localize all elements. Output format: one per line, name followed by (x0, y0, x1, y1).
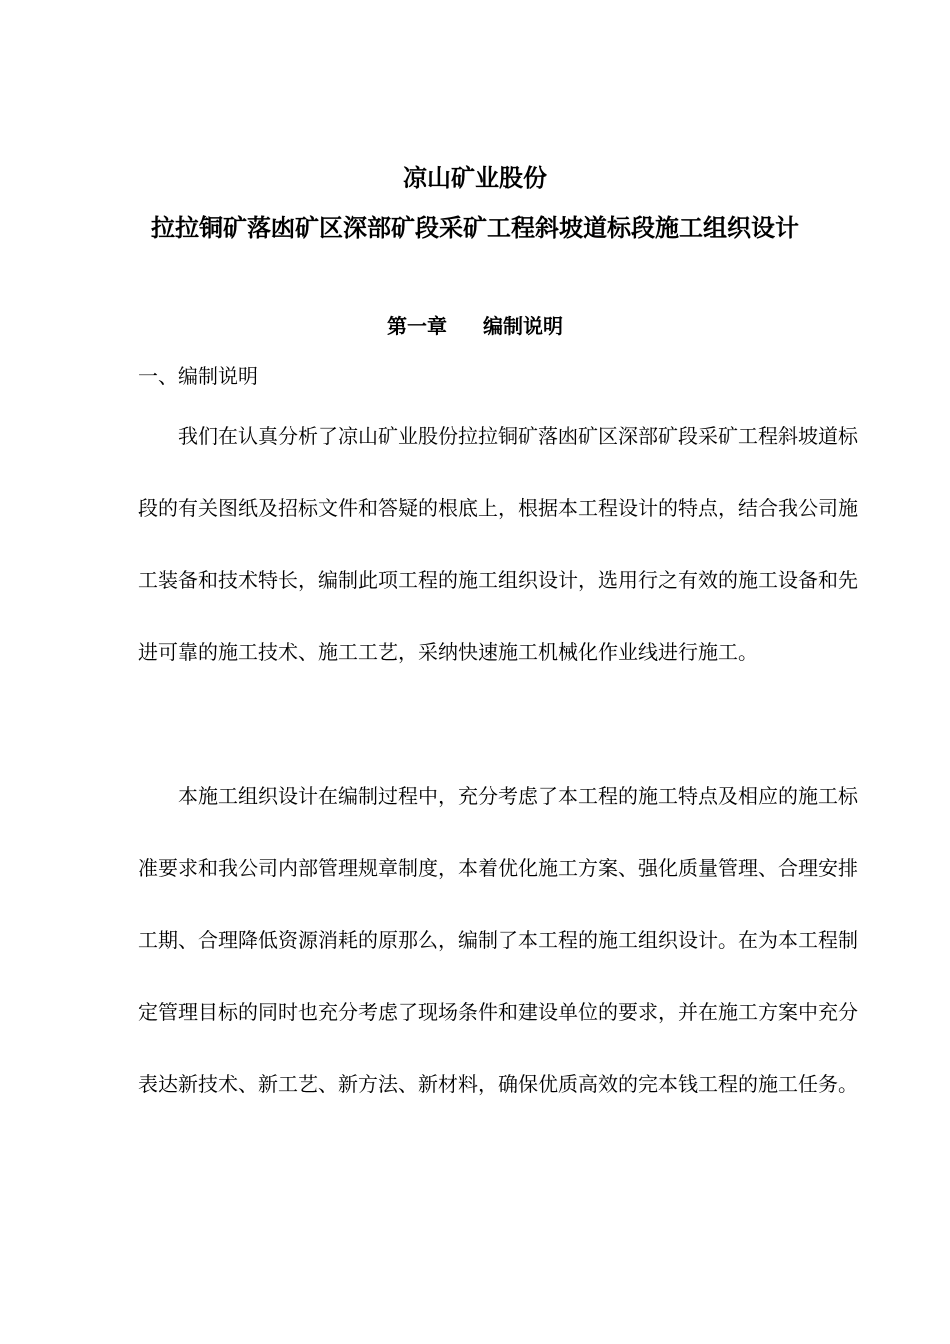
document-title-project: 拉拉铜矿落凼矿区深部矿段采矿工程斜坡道标段施工组织设计 (151, 213, 799, 242)
chapter-heading (0, 310, 950, 339)
section-heading: 一、编制说明 (138, 364, 258, 388)
body-paragraph-2: 本施工组织设计在编制过程中，充分考虑了本工程的施工特点及相应的施工标准要求和我公司内部管理规章制度，本着优化施工方案、强化质量管理、合理安排工期、合理降低资源消耗的原那么，编制了本工程的施工组织设计。在为本工程制定管理目标的同时也充分考虑了现场条件和建设单位的要求，并在施工方案中充分表达新技术、新工艺、新方法、新材料，确保优质高效的完本钱工程的施工任务。 (138, 784, 858, 1096)
chapter-number: 第一章 (387, 314, 447, 338)
document-title-company: 凉山矿业股份 (403, 163, 547, 192)
chapter-title: 编制说明 (483, 314, 563, 338)
body-paragraph-1: 我们在认真分析了凉山矿业股份拉拉铜矿落凼矿区深部矿段采矿工程斜坡道标段的有关图纸及招标文件和答疑的根底上，根据本工程设计的特点，结合我公司施工装备和技术特长，编制此项工程的施工组织设计，选用行之有效的施工设备和先进可靠的施工技术、施工工艺，采纳快速施工机械化作业线进行施工。 (138, 424, 858, 664)
